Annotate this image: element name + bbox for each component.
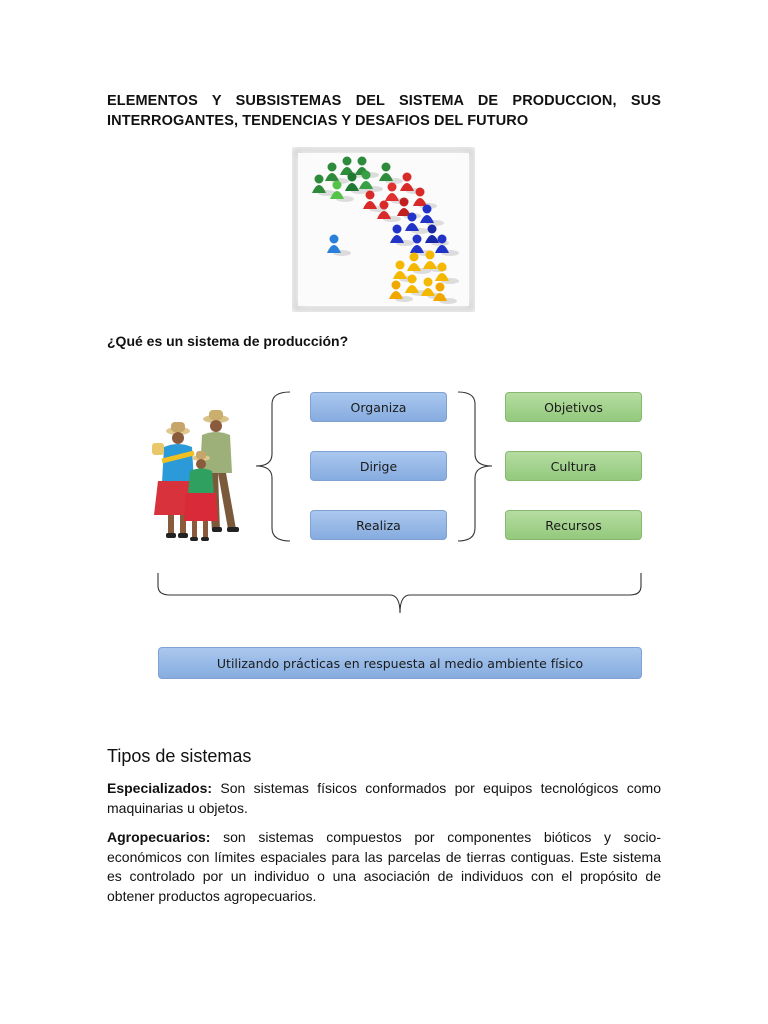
type-especializados [107, 779, 661, 818]
action-box-organiza: Organiza [310, 392, 447, 422]
element-box-recursos: Recursos [505, 510, 642, 540]
type-term: Agropecuarios: [107, 829, 211, 845]
document-title: ELEMENTOS Y SUBSISTEMAS DEL SISTEMA DE PRODUCCION, SUS INTERROGANTES, TENDENCIAS Y DESAFIOS DEL FUTURO [107, 93, 661, 129]
type-term: Especializados: [107, 780, 213, 796]
element-box-objetivos: Objetivos [505, 392, 642, 422]
element-box-cultura: Cultura [505, 451, 642, 481]
type-text: Son sistemas físicos conformados por equipos tecnológicos como maquinarias u objetos. [107, 780, 661, 816]
action-box-dirige: Dirige [310, 451, 447, 481]
action-box-realiza: Realiza [310, 510, 447, 540]
section-heading: Tipos de sistemas [107, 746, 252, 766]
question-heading: ¿Qué es un sistema de producción? [107, 333, 349, 349]
type-agropecuarios [107, 828, 661, 906]
footer-box: Utilizando prácticas en respuesta al medio ambiente físico [158, 647, 642, 679]
type-text: son sistemas compuestos por componentes bióticos y socio-económicos con límites espaciales para las parcelas de tierras contiguas. Este sistema es controlado por un individuo o una asociación de individuos con el propósito de obtener productos agropecuarios. [107, 829, 662, 904]
